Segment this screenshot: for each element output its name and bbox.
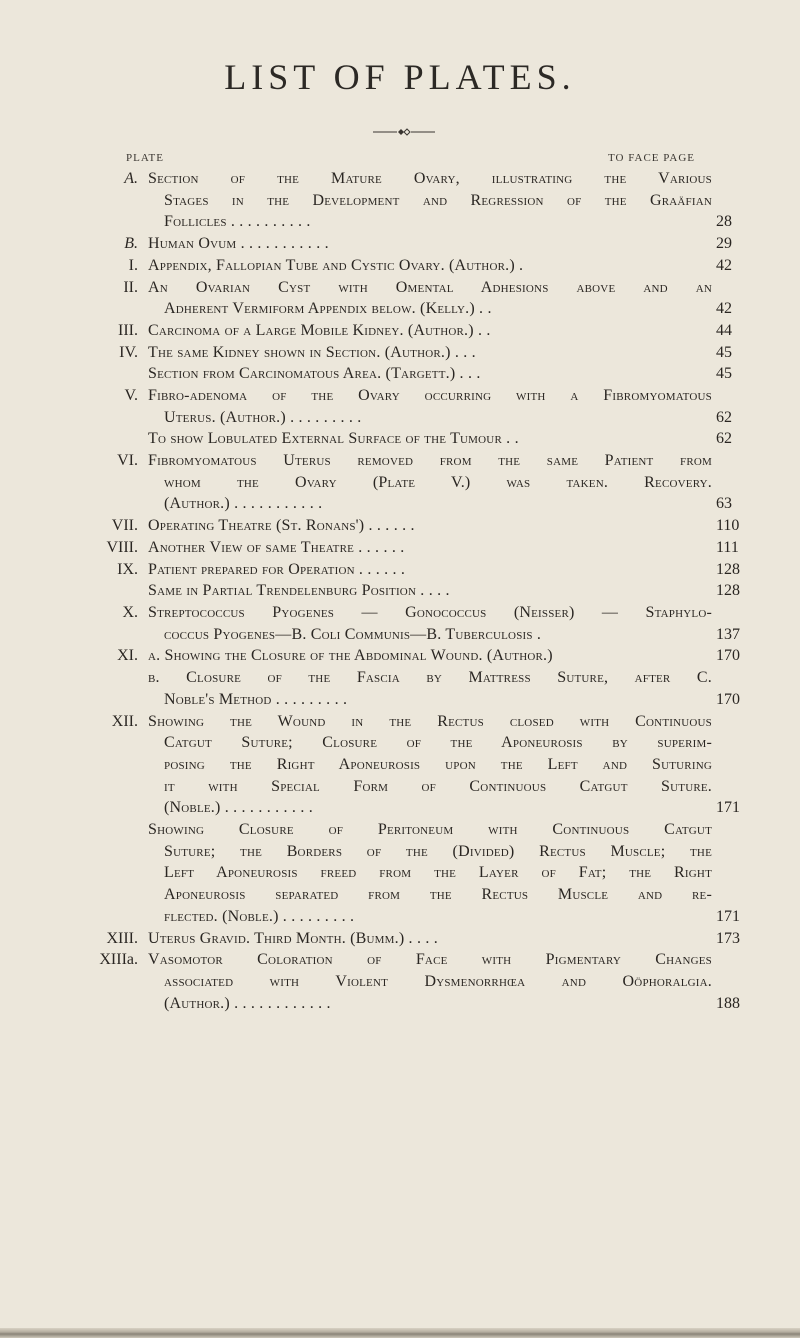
plate-entry xyxy=(0,928,800,950)
plate-entry xyxy=(0,233,800,255)
description-line: Section of the Mature Ovary, illustrating the Various xyxy=(148,170,712,187)
plate-number: XIII. xyxy=(106,929,138,947)
description-line: Showing the Wound in the Rectus closed with Continuous xyxy=(148,712,712,730)
plate-description xyxy=(148,711,712,819)
plate-description xyxy=(148,233,712,255)
description-line: Catgut Suture; Closure of the Aponeurosis by superim- xyxy=(164,734,712,752)
plate-entry xyxy=(0,450,800,515)
page-number: 171 xyxy=(716,907,740,925)
plate-description xyxy=(148,949,712,1014)
plate-entry xyxy=(0,580,800,602)
page-number: 42 xyxy=(716,256,732,274)
plate-entry xyxy=(0,385,800,428)
plate-description xyxy=(148,363,712,385)
plate-description xyxy=(148,928,712,950)
page-number: 44 xyxy=(716,321,732,339)
page-number: 137 xyxy=(716,625,740,643)
page-number: 28 xyxy=(716,213,732,231)
page-number: 170 xyxy=(716,690,740,708)
plate-entry xyxy=(0,363,800,385)
page-number: 63 xyxy=(716,495,732,513)
description-line: a. Showing the Closure of the Abdominal Wound. (Author.) xyxy=(148,647,553,665)
plate-number: VI. xyxy=(117,452,138,470)
plate-entry xyxy=(0,168,800,233)
plate-description xyxy=(148,255,712,277)
plate-number: X. xyxy=(122,604,138,621)
ornament-divider-icon xyxy=(373,127,435,137)
plate-description xyxy=(148,320,712,342)
description-line: To show Lobulated External Surface of the Tumour . . xyxy=(148,430,519,448)
description-line: An Ovarian Cyst with Omental Adhesions above and an xyxy=(148,278,712,296)
plate-description xyxy=(148,645,712,667)
page-number: 170 xyxy=(716,647,740,665)
plate-description xyxy=(148,168,712,233)
plate-number: B. xyxy=(124,235,138,253)
page-bottom-edge xyxy=(0,1328,800,1338)
plate-entry xyxy=(0,255,800,277)
page-number: 128 xyxy=(716,560,740,578)
plate-description xyxy=(148,667,712,710)
description-line: Section from Carcinomatous Area. (Targett.) . . . xyxy=(148,365,481,383)
plate-number: XII. xyxy=(111,712,138,730)
plate-description xyxy=(148,537,712,559)
plate-number: IX. xyxy=(117,560,138,578)
description-line: it with Special Form of Continuous Catgut Suture. xyxy=(164,777,712,795)
plate-number: VII. xyxy=(111,517,138,535)
plate-column-header: PLATE xyxy=(126,152,164,164)
description-line: Streptococcus Pyogenes — Gonococcus (Neisser) — Staphylo- xyxy=(148,604,712,621)
description-line: Fibro-adenoma of the Ovary occurring with a Fibromyomatous xyxy=(148,387,712,404)
plate-number: I. xyxy=(128,256,138,274)
description-line: Adherent Vermiform Appendix below. (Kelly.) . . xyxy=(164,300,492,318)
plate-entry xyxy=(0,645,800,667)
description-line: flected. (Noble.) . . . . . . . . . xyxy=(164,907,355,925)
plate-description xyxy=(148,819,712,927)
description-line: Suture; the Borders of the (Divided) Rectus Muscle; the xyxy=(164,842,712,860)
plate-entry xyxy=(0,537,800,559)
description-line: Noble's Method . . . . . . . . . xyxy=(164,690,348,708)
description-line: (Author.) . . . . . . . . . . . . xyxy=(164,994,331,1012)
plate-number: V. xyxy=(124,387,138,404)
plate-entry xyxy=(0,342,800,364)
description-line: Showing Closure of Peritoneum with Continuous Catgut xyxy=(148,821,712,838)
plate-number: III. xyxy=(118,321,138,339)
plate-entry xyxy=(0,819,800,928)
description-line: posing the Right Aponeurosis upon the Left and Suturing xyxy=(164,755,712,773)
plate-description xyxy=(148,515,712,537)
plate-entry xyxy=(0,602,800,645)
description-line: (Author.) . . . . . . . . . . . xyxy=(164,495,323,513)
description-line: coccus Pyogenes—B. Coli Communis—B. Tuberculosis . xyxy=(164,625,542,643)
plate-number: IV. xyxy=(119,343,138,361)
description-line: Another View of same Theatre . . . . . . xyxy=(148,538,405,556)
page-title: LIST OF PLATES. xyxy=(224,57,576,97)
plate-number: XI. xyxy=(117,647,138,665)
description-line: Vasomotor Coloration of Face with Pigmentary Changes xyxy=(148,951,712,969)
plate-description xyxy=(148,342,712,364)
description-line: Operating Theatre (St. Ronans') . . . . . . xyxy=(148,517,415,535)
description-line: Appendix, Fallopian Tube and Cystic Ovary. (Author.) . xyxy=(148,256,524,274)
plate-entry xyxy=(0,515,800,537)
page-number: 29 xyxy=(716,235,732,253)
plate-entry xyxy=(0,559,800,581)
description-line: Follicles . . . . . . . . . . xyxy=(164,213,311,231)
description-line: Uterus. (Author.) . . . . . . . . . xyxy=(164,408,362,426)
plate-entry xyxy=(0,711,800,820)
plate-number: XIIIa. xyxy=(99,951,138,969)
plate-description xyxy=(148,580,712,602)
description-line: Carcinoma of a Large Mobile Kidney. (Author.) . . xyxy=(148,321,491,339)
plate-entry xyxy=(0,320,800,342)
plate-description xyxy=(148,277,712,320)
description-line: (Noble.) . . . . . . . . . . . xyxy=(164,799,313,817)
page-number: 128 xyxy=(716,582,740,600)
plate-description xyxy=(148,450,712,515)
description-line: Patient prepared for Operation . . . . . . xyxy=(148,560,406,578)
description-line: Same in Partial Trendelenburg Position . . . . xyxy=(148,582,450,600)
description-line: Stages in the Development and Regression of the Graäfian xyxy=(164,191,712,209)
plate-entry xyxy=(0,277,800,320)
plate-description xyxy=(148,559,712,581)
plate-number: A. xyxy=(124,170,138,187)
plate-entry xyxy=(0,667,800,710)
description-line: b. Closure of the Fascia by Mattress Suture, after C. xyxy=(148,669,712,687)
page-number: 45 xyxy=(716,343,732,361)
description-line: Aponeurosis separated from the Rectus Muscle and re- xyxy=(164,886,712,904)
page-number: 188 xyxy=(716,994,740,1012)
plate-entry xyxy=(0,428,800,450)
plate-number: VIII. xyxy=(106,538,138,556)
description-line: The same Kidney shown in Section. (Author.) . . . xyxy=(148,343,476,361)
description-line: Uterus Gravid. Third Month. (Bumm.) . . . . xyxy=(148,929,438,947)
page-number: 111 xyxy=(716,538,739,556)
page-number: 42 xyxy=(716,300,732,318)
page-column-header: TO FACE PAGE xyxy=(608,152,695,164)
page-number: 62 xyxy=(716,408,732,426)
plate-number: II. xyxy=(123,278,138,296)
page-number: 171 xyxy=(716,799,740,817)
description-line: associated with Violent Dysmenorrhœa and Oöphoralgia. xyxy=(164,972,712,990)
description-line: Human Ovum . . . . . . . . . . . xyxy=(148,235,329,253)
page-number: 173 xyxy=(716,929,740,947)
description-line: whom the Ovary (Plate V.) was taken. Recovery. xyxy=(164,473,712,491)
description-line: Fibromyomatous Uterus removed from the same Patient from xyxy=(148,452,712,470)
page-number: 62 xyxy=(716,430,732,448)
plate-description xyxy=(148,385,712,428)
plate-description xyxy=(148,428,712,450)
page-number: 45 xyxy=(716,365,732,383)
description-line: Left Aponeurosis freed from the Layer of Fat; the Right xyxy=(164,864,712,882)
plate-description xyxy=(148,602,712,645)
page-number: 110 xyxy=(716,517,740,535)
plate-entry xyxy=(0,949,800,1014)
